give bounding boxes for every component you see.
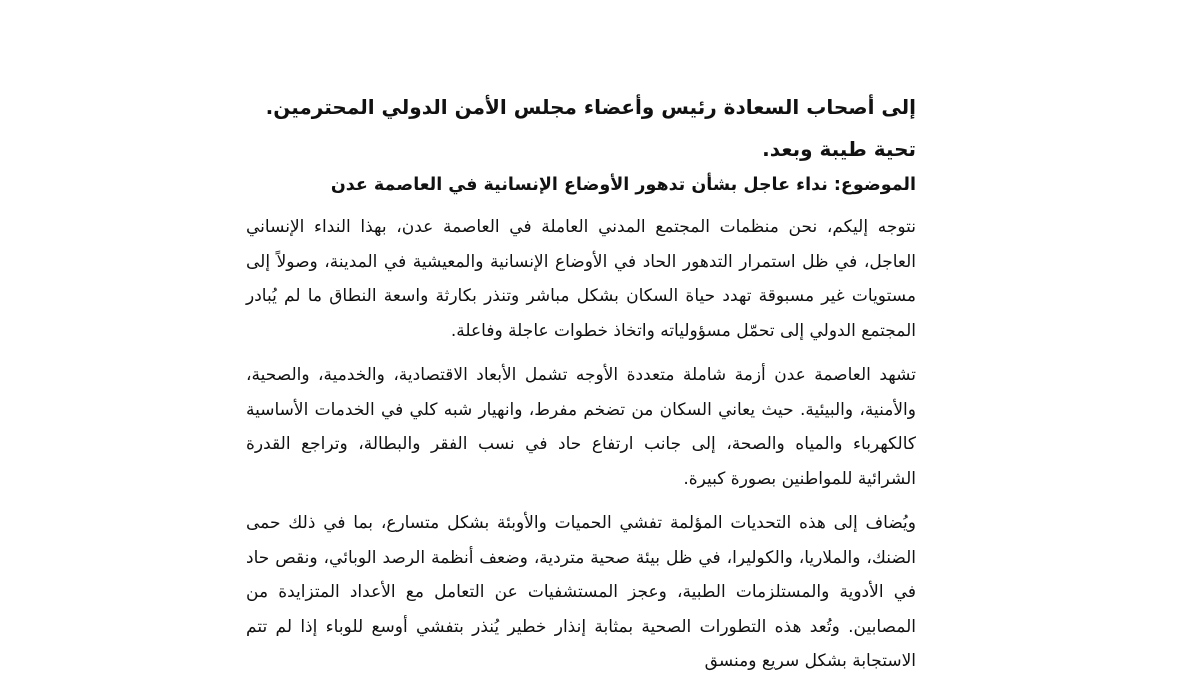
paragraph-epidemics: ويُضاف إلى هذه التحديات المؤلمة تفشي الحميات والأوبئة بشكل متسارع، بما في ذلك حمى الضنك، والملاريا، والكوليرا، في ظل بيئة صحية متردية، وضعف أنظمة الرصد الوبائي، ونقص حاد في الأدوية والمستلزمات الطبية، وعجز المستشفيات عن التعامل مع الأعداد المتزايدة من المصابين. وتُعد هذه التطورات الصحية بمثابة إنذار خطير يُنذر بتفشي أوسع للوباء إذا لم تتم الاستجابة بشكل سريع ومنسق	[246, 513, 916, 671]
letter-subject: الموضوع: نداء عاجل بشأن تدهور الأوضاع الإنسانية في العاصمة عدن	[330, 175, 916, 195]
paragraph-crisis: تشهد العاصمة عدن أزمة شاملة متعددة الأوجه تشمل الأبعاد الاقتصادية، والخدمية، والصحية، والأمنية، والبيئية. حيث يعاني السكان من تضخم مفرط، وانهيار شبه كلي في الخدمات الأساسية كالكهرباء والمياه والصحة، إلى جانب ارتفاع حاد في نسب الفقر والبطالة، وتراجع القدرة الشرائية للمواطنين بصورة كبيرة.	[246, 365, 916, 489]
letter-addressee: إلى أصحاب السعادة رئيس وأعضاء مجلس الأمن الدولي المحترمين.	[265, 95, 916, 119]
letter-greeting: تحية طيبة وبعد.	[762, 137, 916, 161]
paragraph-intro: نتوجه إليكم، نحن منظمات المجتمع المدني العاملة في العاصمة عدن، بهذا النداء الإنساني العاجل، في ظل استمرار التدهور الحاد في الأوضاع الإنسانية والمعيشية في المدينة، وصولاً إلى مستويات غير مسبوقة تهدد حياة السكان بشكل مباشر وتنذر بكارثة واسعة النطاق ما لم يُبادر المجتمع الدولي إلى تحمّل مسؤولياته واتخاذ خطوات عاجلة وفاعلة.	[246, 217, 916, 341]
letter-body	[246, 92, 916, 679]
